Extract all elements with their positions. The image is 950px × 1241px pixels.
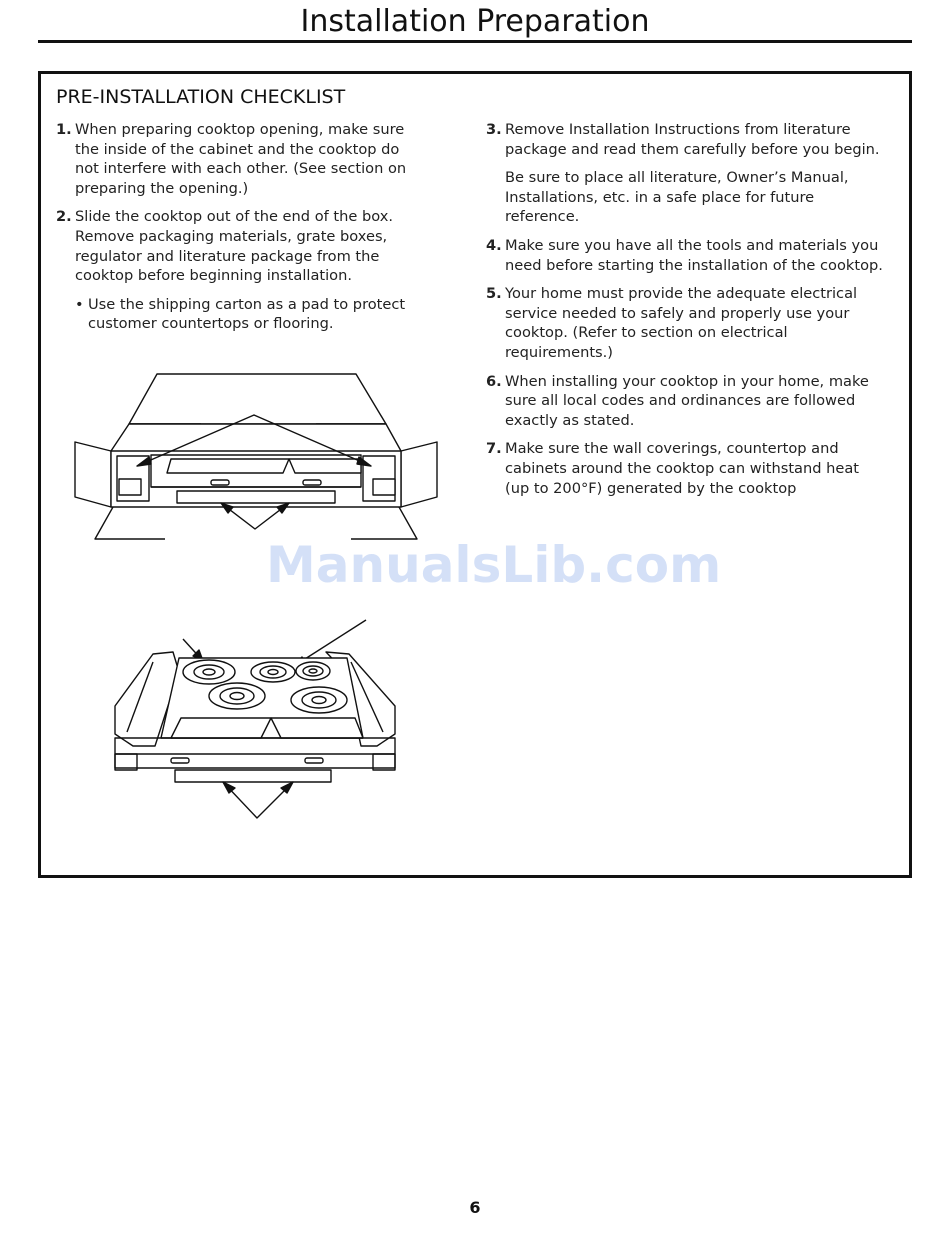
checklist-item-1 [56, 120, 421, 198]
bullet-icon: • [75, 295, 84, 313]
checklist-panel [38, 71, 912, 878]
item-number: 6. [486, 372, 502, 390]
page-number: 6 [469, 1198, 481, 1217]
item-text: Slide the cooktop out of the end of the box. Remove packaging materials, grate boxes, regulator and literature package from the cooktop before beginning installation. [75, 208, 394, 285]
checklist-item-6 [486, 372, 886, 431]
box-illustration [71, 369, 451, 549]
item-text: Make sure you have all the tools and materials you need before starting the installation of the cooktop. [505, 236, 883, 274]
figure-cooktop-on-pad [111, 614, 411, 819]
bullet-text: Use the shipping carton as a pad to protect customer countertops or flooring. [88, 295, 406, 333]
item-text: When preparing cooktop opening, make sure the inside of the cabinet and the cooktop do not interfere with each other. (See section on preparing the opening.) [75, 121, 407, 197]
item-number: 5. [486, 285, 502, 303]
item-text: Make sure the wall coverings, countertop and cabinets around the cooktop can withstand heat (up to 200°F) generated by the cooktop [505, 440, 860, 497]
item-text: Your home must provide the adequate electrical service needed to safely and properly use your cooktop. (Refer to section on electrical requirements.) [505, 285, 858, 361]
item-text: Remove Installation Instructions from literature package and read them carefully before you begin. [505, 121, 880, 158]
section-heading: PRE-INSTALLATION CHECKLIST [56, 86, 346, 108]
title-rule [38, 40, 912, 43]
figure-cooktop-in-box [71, 369, 451, 549]
item-number: 1. [56, 121, 72, 138]
left-column [56, 120, 421, 343]
checklist-item-7 [486, 439, 886, 498]
item-number: 7. [486, 440, 502, 458]
item-text: When installing your cooktop in your home, make sure all local codes and ordinances are followed exactly as stated. [505, 372, 869, 429]
item-2-bullet [56, 295, 421, 334]
checklist-item-4 [486, 236, 886, 275]
item-number: 2. [56, 208, 72, 226]
item-3-extra: Be sure to place all literature, Owner’s Manual, Installations, etc. in a safe place for future reference. [505, 169, 849, 226]
watermark: ManualsLib.com [266, 536, 722, 594]
checklist-item-3 [486, 120, 886, 159]
right-column [486, 120, 886, 507]
page-title: Installation Preparation [300, 4, 650, 39]
item-number: 4. [486, 236, 502, 254]
checklist-item-2 [56, 207, 421, 285]
item-number: 3. [486, 121, 502, 138]
checklist-item-5 [486, 284, 886, 362]
cooktop-pad-illustration [111, 614, 411, 819]
